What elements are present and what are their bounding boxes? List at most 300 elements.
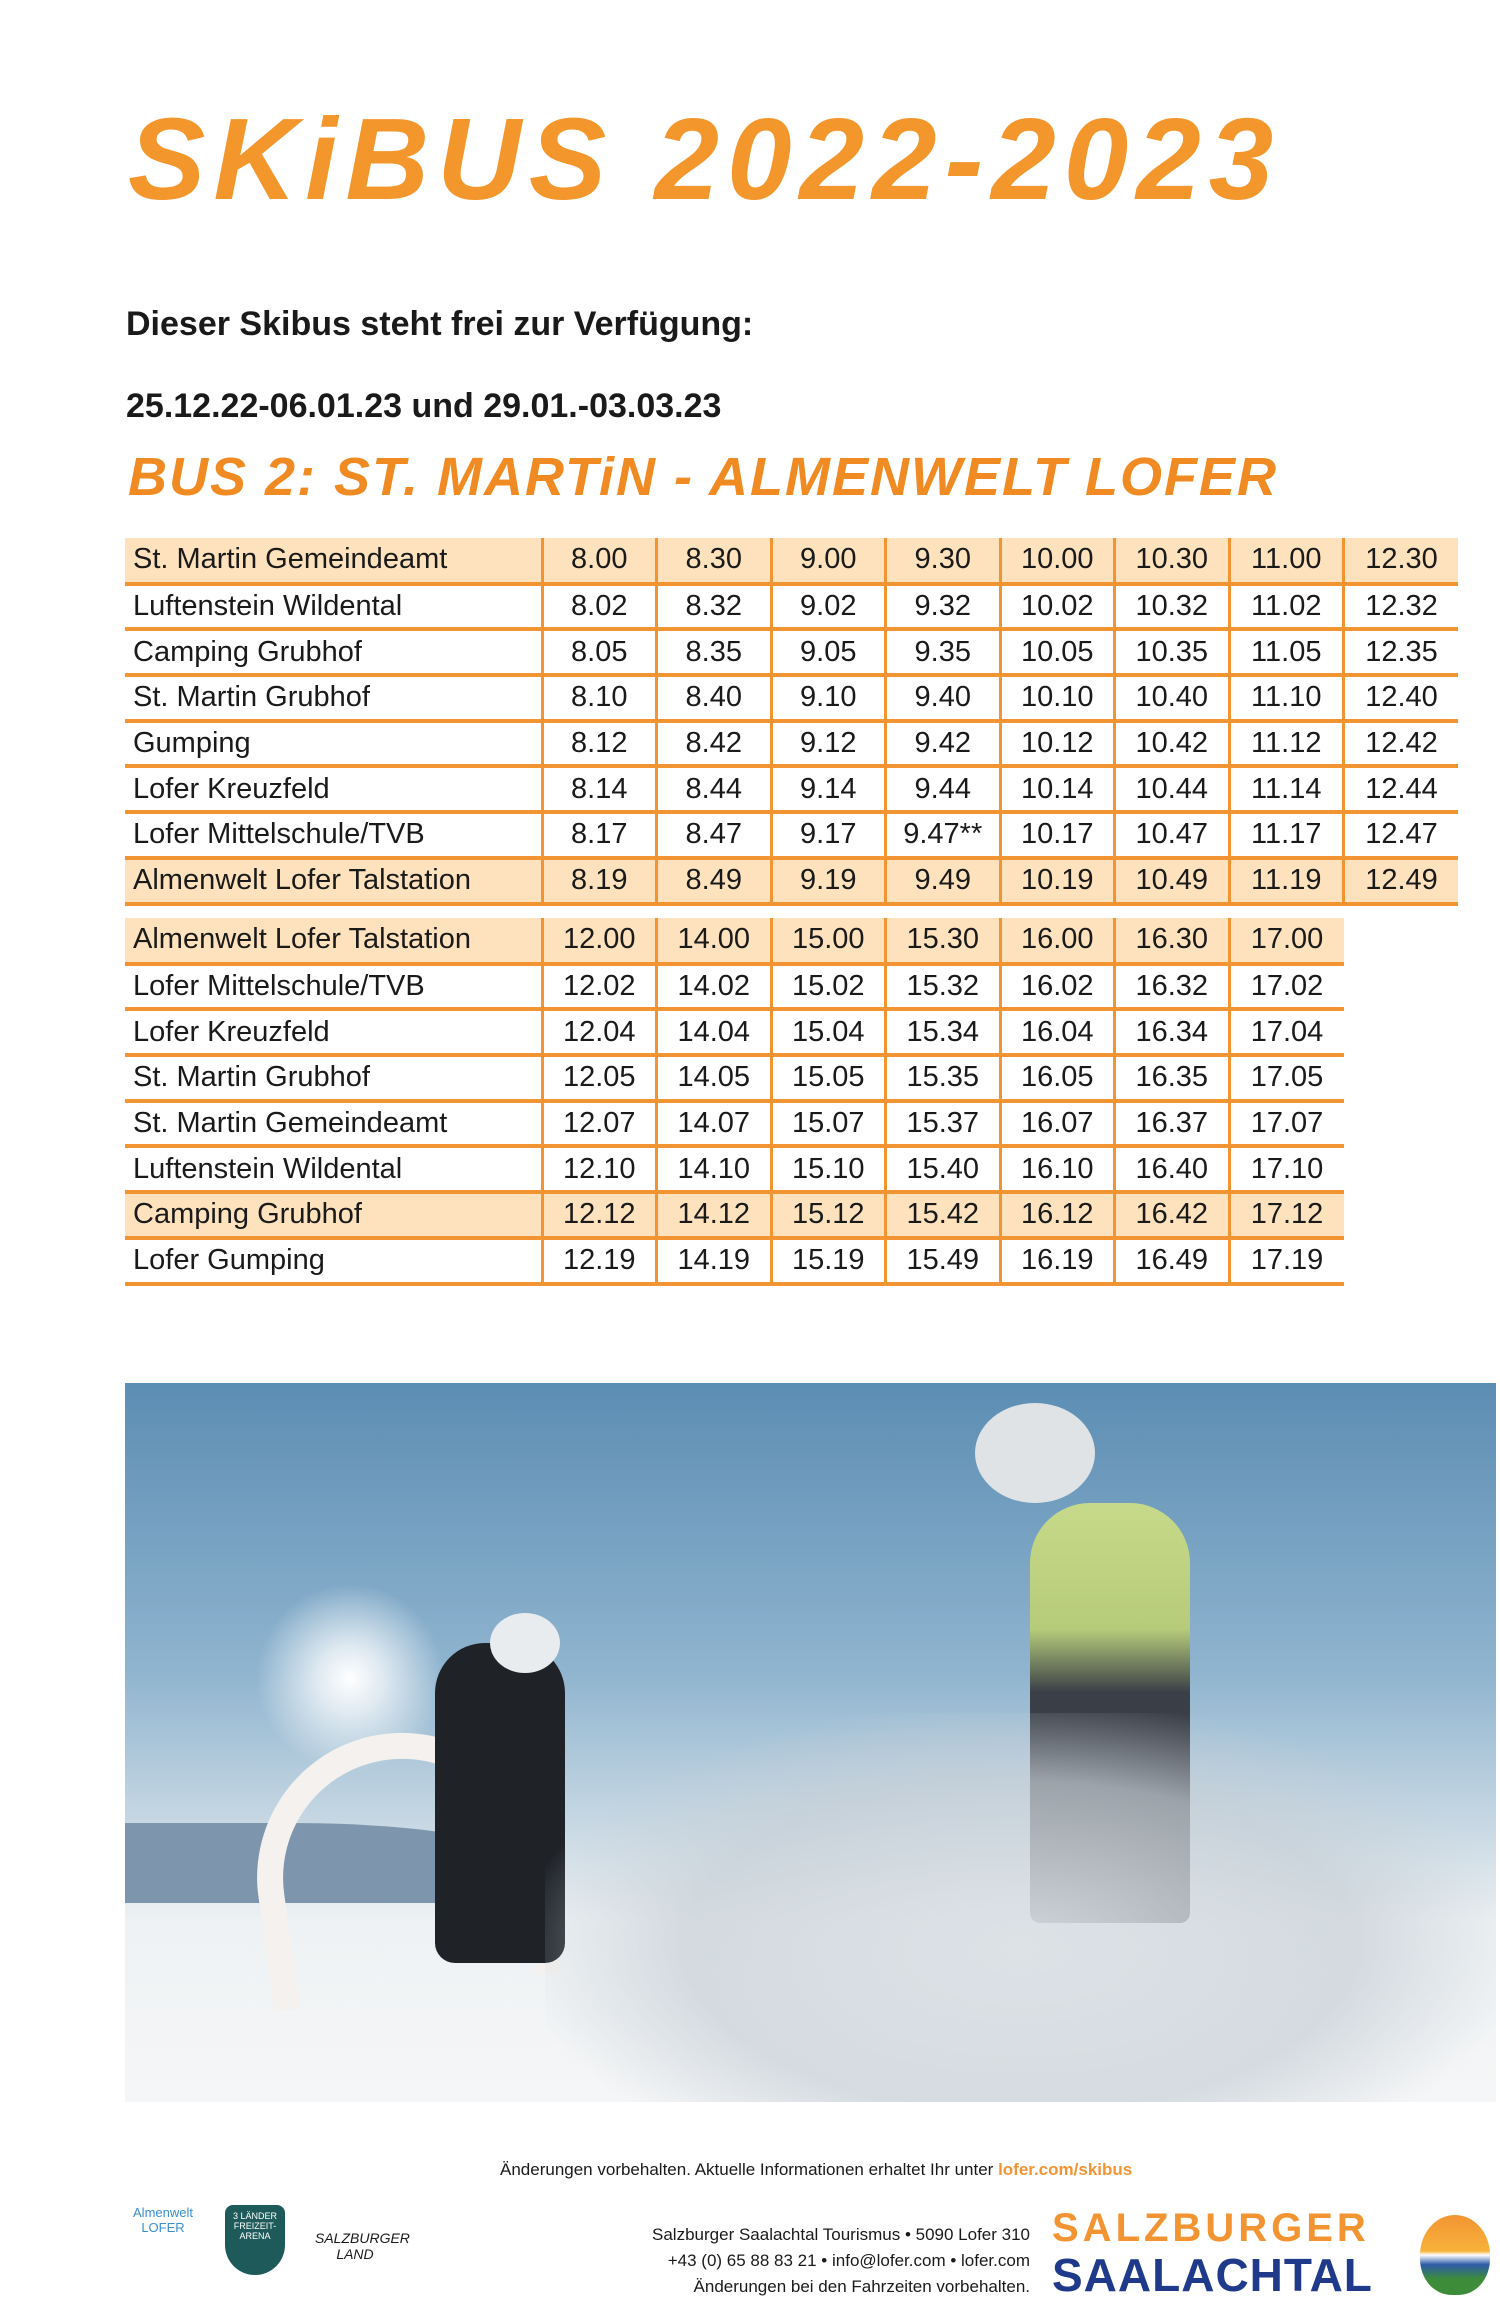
- time-cell: [886, 584, 1001, 630]
- brand-line-2: SAALACHTAL: [1052, 2249, 1373, 2301]
- footer-note: [500, 2160, 1132, 2180]
- time-cell: [771, 1192, 886, 1238]
- stop-cell: [125, 721, 542, 767]
- time-cell: [1344, 858, 1459, 904]
- time-cell: [1229, 1101, 1344, 1147]
- departure-time: 8.47: [685, 818, 742, 851]
- stop-cell: [125, 1146, 542, 1192]
- timetable-outbound: [125, 538, 1458, 906]
- departure-time: 10.49: [1135, 864, 1209, 897]
- time-cell: [542, 918, 657, 964]
- stop-cell: [125, 812, 542, 858]
- stop-cell: [125, 1055, 542, 1101]
- table-row: [125, 1146, 1344, 1192]
- time-cell: [542, 766, 657, 812]
- time-cell: [657, 1146, 772, 1192]
- time-cell: [657, 1009, 772, 1055]
- time-cell: [886, 766, 1001, 812]
- time-cell: [657, 1192, 772, 1238]
- time-cell: [657, 675, 772, 721]
- departure-time: 15.07: [791, 1107, 865, 1140]
- departure-time: 12.44: [1365, 772, 1438, 805]
- time-cell: [542, 858, 657, 904]
- departure-time: 16.02: [1020, 970, 1094, 1003]
- stop-cell: [125, 584, 542, 630]
- departure-time: 8.42: [685, 727, 742, 760]
- skiers-photo: [125, 1383, 1496, 2102]
- departure-time: 9.05: [800, 635, 857, 668]
- departure-time: 12.42: [1365, 727, 1438, 760]
- time-cell: [657, 1238, 772, 1284]
- time-cell: [1115, 1101, 1230, 1147]
- departure-time: 8.17: [571, 818, 628, 851]
- time-cell: [542, 1146, 657, 1192]
- freizeit-arena-logo: 3 LÄNDER FREIZEIT-ARENA: [225, 2205, 285, 2275]
- snow-spray: [545, 1713, 1496, 2102]
- departure-time: 11.17: [1251, 818, 1322, 851]
- table-row: [125, 675, 1458, 721]
- stop-cell: [125, 1192, 542, 1238]
- time-cell: [771, 964, 886, 1010]
- departure-time: 15.30: [906, 923, 980, 956]
- contact-address: [620, 2222, 1030, 2300]
- departure-time: 9.30: [914, 543, 971, 576]
- time-cell: [1229, 675, 1344, 721]
- time-cell: [1000, 1238, 1115, 1284]
- time-cell: [1000, 1101, 1115, 1147]
- stop-cell: [125, 1009, 542, 1055]
- departure-time: 10.00: [1020, 543, 1094, 576]
- departure-time: 15.10: [791, 1152, 865, 1185]
- stop-name: Lofer Kreuzfeld: [133, 772, 330, 805]
- stop-name: St. Martin Gemeindeamt: [133, 1107, 448, 1140]
- departure-time: 8.40: [685, 681, 742, 714]
- departure-time: 10.40: [1135, 681, 1209, 714]
- time-cell: [771, 629, 886, 675]
- time-cell: [1000, 858, 1115, 904]
- departure-time: 8.12: [571, 727, 628, 760]
- time-cell: [771, 858, 886, 904]
- departure-time: 10.05: [1020, 635, 1094, 668]
- departure-time: 12.07: [562, 1107, 636, 1140]
- stop-name: Almenwelt Lofer Talstation: [133, 923, 471, 956]
- time-cell: [657, 721, 772, 767]
- time-cell: [1344, 766, 1459, 812]
- time-cell: [1229, 1238, 1344, 1284]
- departure-time: 10.30: [1135, 543, 1209, 576]
- time-cell: [1229, 964, 1344, 1010]
- departure-time: 8.44: [685, 772, 742, 805]
- departure-time: 9.14: [800, 772, 857, 805]
- time-cell: [771, 538, 886, 584]
- table-row: [125, 812, 1458, 858]
- departure-time: 12.49: [1365, 864, 1438, 897]
- departure-time: 14.05: [677, 1061, 751, 1094]
- page-title: SKiBUS 2022-2023: [128, 94, 1282, 224]
- time-cell: [1115, 538, 1230, 584]
- departure-time: 10.17: [1020, 818, 1094, 851]
- table-row: [125, 1192, 1344, 1238]
- salzburger-land-logo: SALZBURGER LAND: [315, 2230, 410, 2262]
- departure-time: 9.12: [800, 727, 857, 760]
- departure-time: 15.19: [791, 1244, 865, 1277]
- almenwelt-logo: Almenwelt LOFER: [133, 2205, 193, 2235]
- departure-time: 11.14: [1251, 772, 1322, 805]
- table-row: [125, 1101, 1344, 1147]
- time-cell: [542, 629, 657, 675]
- note-text: Änderungen vorbehalten. Aktuelle Informationen erhaltet Ihr unter: [500, 2160, 994, 2179]
- time-cell: [771, 812, 886, 858]
- time-cell: [1229, 918, 1344, 964]
- time-cell: [1229, 629, 1344, 675]
- time-cell: [657, 1055, 772, 1101]
- brand-line-1: SALZBURGER: [1052, 2206, 1370, 2250]
- contact-line: +43 (0) 65 88 83 21 • info@lofer.com • lofer.com: [667, 2251, 1030, 2270]
- departure-time: 17.12: [1250, 1198, 1324, 1231]
- departure-time: 10.12: [1020, 727, 1094, 760]
- time-cell: [1115, 1055, 1230, 1101]
- stop-name: Almenwelt Lofer Talstation: [133, 864, 471, 897]
- table-row: [125, 538, 1458, 584]
- departure-time: 11.10: [1251, 681, 1322, 714]
- time-cell: [1229, 812, 1344, 858]
- departure-time: 12.32: [1365, 590, 1438, 623]
- stop-cell: [125, 766, 542, 812]
- time-cell: [1344, 629, 1459, 675]
- time-cell: [886, 538, 1001, 584]
- stop-cell: [125, 964, 542, 1010]
- time-cell: [886, 1146, 1001, 1192]
- time-cell: [542, 964, 657, 1010]
- departure-time: 16.12: [1020, 1198, 1094, 1231]
- time-cell: [1115, 584, 1230, 630]
- time-cell: [542, 1009, 657, 1055]
- departure-time: 8.14: [571, 772, 628, 805]
- stop-cell: [125, 858, 542, 904]
- time-cell: [1229, 1192, 1344, 1238]
- departure-time: 16.35: [1135, 1061, 1209, 1094]
- departure-time: 16.04: [1020, 1015, 1094, 1048]
- saalachtal-emblem-icon: [1420, 2215, 1490, 2295]
- departure-time: 14.19: [677, 1244, 751, 1277]
- stop-name: Lofer Gumping: [133, 1244, 325, 1277]
- time-cell: [1344, 584, 1459, 630]
- time-cell: [657, 1101, 772, 1147]
- stop-name: Camping Grubhof: [133, 1198, 362, 1231]
- departure-time: 16.30: [1135, 923, 1209, 956]
- departure-time: 15.49: [906, 1244, 980, 1277]
- departure-time: 11.19: [1251, 864, 1322, 897]
- time-cell: [1115, 1146, 1230, 1192]
- time-cell: [1000, 964, 1115, 1010]
- intro-text: Dieser Skibus steht frei zur Verfügung:: [126, 305, 754, 343]
- stop-name: St. Martin Grubhof: [133, 1061, 370, 1094]
- departure-time: 10.10: [1020, 681, 1094, 714]
- skibus-link[interactable]: lofer.com/skibus: [998, 2160, 1133, 2179]
- time-cell: [771, 1009, 886, 1055]
- departure-time: 17.10: [1250, 1152, 1324, 1185]
- table-row: [125, 584, 1458, 630]
- time-cell: [542, 1238, 657, 1284]
- departure-time: 16.19: [1020, 1244, 1094, 1277]
- departure-time: 15.05: [791, 1061, 865, 1094]
- departure-time: 9.35: [914, 635, 971, 668]
- departure-time: 12.12: [562, 1198, 636, 1231]
- time-cell: [1000, 629, 1115, 675]
- departure-time: 14.10: [677, 1152, 751, 1185]
- departure-time: 14.04: [677, 1015, 751, 1048]
- time-cell: [1115, 964, 1230, 1010]
- time-cell: [542, 812, 657, 858]
- departure-time: 12.40: [1365, 681, 1438, 714]
- stop-cell: [125, 1238, 542, 1284]
- departure-time: 8.02: [571, 590, 628, 623]
- departure-time: 15.04: [791, 1015, 865, 1048]
- time-cell: [1115, 766, 1230, 812]
- table-row: [125, 1055, 1344, 1101]
- time-cell: [1115, 629, 1230, 675]
- stop-cell: [125, 1101, 542, 1147]
- time-cell: [886, 629, 1001, 675]
- time-cell: [886, 858, 1001, 904]
- departure-time: 17.19: [1250, 1244, 1324, 1277]
- stop-name: Luftenstein Wildental: [133, 1152, 403, 1185]
- departure-time: 12.10: [562, 1152, 636, 1185]
- time-cell: [542, 538, 657, 584]
- time-cell: [886, 918, 1001, 964]
- time-cell: [886, 721, 1001, 767]
- departure-time: 9.32: [914, 590, 971, 623]
- time-cell: [1115, 721, 1230, 767]
- time-cell: [1000, 1146, 1115, 1192]
- time-cell: [1229, 1009, 1344, 1055]
- time-cell: [1115, 858, 1230, 904]
- departure-time: 11.12: [1251, 727, 1322, 760]
- departure-time: 12.02: [562, 970, 636, 1003]
- departure-time: 12.04: [562, 1015, 636, 1048]
- departure-time: 10.42: [1135, 727, 1209, 760]
- time-cell: [771, 1055, 886, 1101]
- time-cell: [1229, 1055, 1344, 1101]
- time-cell: [542, 1101, 657, 1147]
- time-cell: [657, 812, 772, 858]
- saalachtal-logo: [1052, 2206, 1373, 2301]
- time-cell: [886, 1192, 1001, 1238]
- time-cell: [542, 1055, 657, 1101]
- departure-time: 12.00: [562, 923, 636, 956]
- time-cell: [771, 675, 886, 721]
- time-cell: [886, 1101, 1001, 1147]
- time-cell: [1344, 538, 1459, 584]
- time-cell: [1000, 812, 1115, 858]
- departure-time: 8.35: [685, 635, 742, 668]
- adult-helmet: [975, 1403, 1095, 1503]
- time-cell: [886, 1238, 1001, 1284]
- departure-time: 14.07: [677, 1107, 751, 1140]
- stop-name: Camping Grubhof: [133, 635, 362, 668]
- time-cell: [1000, 918, 1115, 964]
- time-cell: [1115, 675, 1230, 721]
- departure-time: 8.30: [685, 543, 742, 576]
- stop-name: St. Martin Gemeindeamt: [133, 543, 448, 576]
- stop-name: Gumping: [133, 727, 251, 760]
- table-row: [125, 858, 1458, 904]
- departure-time: 9.40: [914, 681, 971, 714]
- time-cell: [1344, 812, 1459, 858]
- departure-time: 8.05: [571, 635, 628, 668]
- time-cell: [771, 1238, 886, 1284]
- departure-time: 16.34: [1135, 1015, 1209, 1048]
- departure-time: 10.35: [1135, 635, 1209, 668]
- departure-time: 15.02: [791, 970, 865, 1003]
- departure-time: 12.30: [1365, 543, 1438, 576]
- departure-time: 15.40: [906, 1152, 980, 1185]
- time-cell: [886, 1055, 1001, 1101]
- departure-time: 15.42: [906, 1198, 980, 1231]
- departure-time: 14.02: [677, 970, 751, 1003]
- time-cell: [657, 538, 772, 584]
- time-cell: [657, 964, 772, 1010]
- time-cell: [771, 766, 886, 812]
- time-cell: [1229, 858, 1344, 904]
- time-cell: [1000, 766, 1115, 812]
- timetable-return: [125, 918, 1344, 1286]
- time-cell: [1000, 1192, 1115, 1238]
- time-cell: [886, 1009, 1001, 1055]
- table-row: [125, 1238, 1344, 1284]
- departure-time: 10.14: [1020, 772, 1094, 805]
- time-cell: [1000, 584, 1115, 630]
- time-cell: [542, 675, 657, 721]
- departure-time: 8.49: [685, 864, 742, 897]
- departure-time: 12.35: [1365, 635, 1438, 668]
- time-cell: [657, 858, 772, 904]
- time-cell: [657, 918, 772, 964]
- departure-time: 15.00: [791, 923, 865, 956]
- stop-name: St. Martin Grubhof: [133, 681, 370, 714]
- time-cell: [886, 964, 1001, 1010]
- departure-time: 11.02: [1251, 590, 1322, 623]
- table-row: [125, 721, 1458, 767]
- departure-time: 12.05: [562, 1061, 636, 1094]
- departure-time: 14.00: [677, 923, 751, 956]
- departure-time: 17.07: [1250, 1107, 1324, 1140]
- departure-time: 17.02: [1250, 970, 1324, 1003]
- departure-time: 8.19: [571, 864, 628, 897]
- departure-time: 8.10: [571, 681, 628, 714]
- departure-time: 9.44: [914, 772, 971, 805]
- stop-cell: [125, 675, 542, 721]
- time-cell: [1229, 584, 1344, 630]
- departure-time: 9.02: [800, 590, 857, 623]
- child-helmet: [490, 1613, 560, 1673]
- departure-time: 14.12: [677, 1198, 751, 1231]
- time-cell: [1229, 1146, 1344, 1192]
- table-row: [125, 766, 1458, 812]
- stop-name: Lofer Mittelschule/TVB: [133, 970, 425, 1003]
- time-cell: [886, 675, 1001, 721]
- time-cell: [1000, 1055, 1115, 1101]
- departure-time: 15.32: [906, 970, 980, 1003]
- departure-time: 9.47**: [903, 818, 983, 851]
- departure-time: 11.05: [1251, 635, 1322, 668]
- time-cell: [1344, 675, 1459, 721]
- departure-time: 12.47: [1365, 818, 1438, 851]
- departure-time: 17.00: [1250, 923, 1324, 956]
- time-cell: [1000, 538, 1115, 584]
- departure-time: 10.32: [1135, 590, 1209, 623]
- departure-time: 17.04: [1250, 1015, 1324, 1048]
- time-cell: [1115, 1009, 1230, 1055]
- departure-time: 16.10: [1020, 1152, 1094, 1185]
- table-row: [125, 918, 1344, 964]
- stop-name: Lofer Mittelschule/TVB: [133, 818, 425, 851]
- stop-name: Luftenstein Wildental: [133, 590, 403, 623]
- stop-cell: [125, 918, 542, 964]
- departure-time: 15.12: [791, 1198, 865, 1231]
- departure-time: 16.37: [1135, 1107, 1209, 1140]
- departure-time: 16.32: [1135, 970, 1209, 1003]
- time-cell: [657, 766, 772, 812]
- time-cell: [1115, 812, 1230, 858]
- time-cell: [657, 629, 772, 675]
- time-cell: [542, 584, 657, 630]
- time-cell: [1000, 721, 1115, 767]
- time-cell: [1115, 918, 1230, 964]
- time-cell: [1000, 1009, 1115, 1055]
- time-cell: [1115, 1238, 1230, 1284]
- departure-time: 17.05: [1250, 1061, 1324, 1094]
- table-row: [125, 964, 1344, 1010]
- time-cell: [771, 1146, 886, 1192]
- stop-cell: [125, 629, 542, 675]
- departure-time: 9.17: [800, 818, 857, 851]
- departure-time: 10.02: [1020, 590, 1094, 623]
- stop-cell: [125, 538, 542, 584]
- time-cell: [1000, 675, 1115, 721]
- time-cell: [1229, 721, 1344, 767]
- departure-time: 9.10: [800, 681, 857, 714]
- time-cell: [542, 721, 657, 767]
- stop-name: Lofer Kreuzfeld: [133, 1015, 330, 1048]
- departure-time: 8.00: [571, 543, 628, 576]
- time-cell: [1344, 721, 1459, 767]
- departure-time: 16.42: [1135, 1198, 1209, 1231]
- route-title: BUS 2: ST. MARTiN - ALMENWELT LOFER: [128, 447, 1278, 507]
- departure-time: 9.19: [800, 864, 857, 897]
- departure-time: 9.49: [914, 864, 971, 897]
- departure-time: 10.47: [1135, 818, 1209, 851]
- departure-time: 16.49: [1135, 1244, 1209, 1277]
- time-cell: [771, 918, 886, 964]
- departure-time: 16.07: [1020, 1107, 1094, 1140]
- time-cell: [771, 721, 886, 767]
- disclaimer-line: Änderungen bei den Fahrzeiten vorbehalten.: [693, 2277, 1030, 2296]
- departure-time: 16.40: [1135, 1152, 1209, 1185]
- time-cell: [886, 812, 1001, 858]
- time-cell: [1229, 538, 1344, 584]
- departure-time: 11.00: [1251, 543, 1322, 576]
- time-cell: [771, 1101, 886, 1147]
- departure-time: 12.19: [562, 1244, 636, 1277]
- departure-time: 16.00: [1020, 923, 1094, 956]
- departure-time: 9.42: [914, 727, 971, 760]
- time-cell: [771, 584, 886, 630]
- departure-time: 9.00: [800, 543, 857, 576]
- table-row: [125, 629, 1458, 675]
- departure-time: 10.44: [1135, 772, 1209, 805]
- time-cell: [1229, 766, 1344, 812]
